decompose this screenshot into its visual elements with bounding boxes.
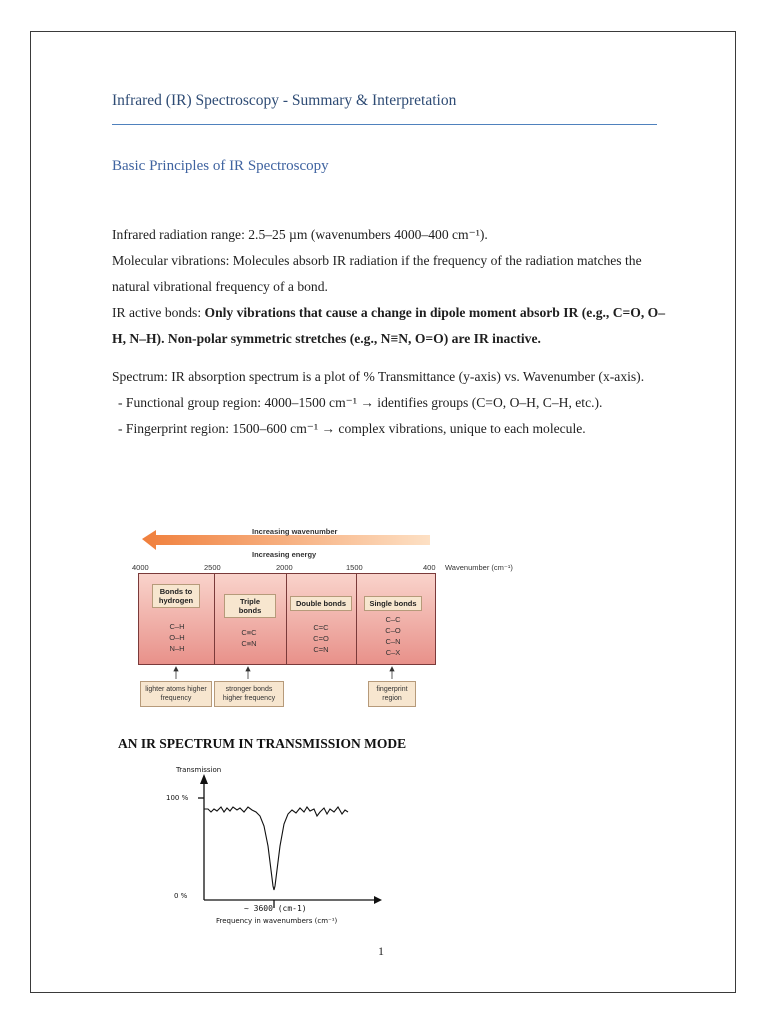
title-divider	[112, 124, 657, 125]
x-axis-arrow-icon	[374, 896, 382, 904]
region-title-hydrogen: Bonds to hydrogen	[152, 584, 200, 608]
y-axis-arrow-icon	[200, 774, 208, 784]
axis-unit-label: Wavenumber (cm⁻¹)	[445, 563, 513, 572]
spectrum-trace	[204, 807, 348, 890]
tick-400: 400	[423, 563, 436, 572]
section-heading: Basic Principles of IR Spectroscopy	[112, 158, 329, 174]
bond-label: O–H	[169, 633, 185, 642]
tick-1500: 1500	[346, 563, 363, 572]
y-tick-0: 0 %	[174, 892, 188, 900]
ir-spectrum-figure	[160, 762, 400, 932]
active-bold-text: Only vibrations that cause a change in dipole moment absorb IR (e.g., C=O, O–H, N–H). Non-polar symmetric stretches (e.g., N≡N, O=O) are IR inactive.	[112, 305, 666, 346]
arrow-label-wavenumber: Increasing wavenumber	[252, 527, 338, 536]
bond-label: C=O	[313, 634, 329, 643]
bonds-triple	[232, 627, 266, 649]
x-axis-label: Frequency in wavenumbers (cm⁻¹)	[216, 917, 338, 925]
bond-label: C–H	[169, 622, 185, 631]
peak-label: ~ 3600 (cm-1)	[244, 904, 307, 913]
note-stronger-bonds: stronger bonds higher frequency	[214, 681, 284, 707]
y-axis-label: Transmission	[176, 766, 222, 774]
bullet-fingerprint: - Fingerprint region: 1500–600 cm⁻¹ → complex vibrations, unique to each molecule.	[118, 421, 586, 436]
region-title-triple: Triple bonds	[224, 594, 276, 618]
paragraph-range: Infrared radiation range: 2.5–25 µm (wavenumbers 4000–400 cm⁻¹).	[112, 227, 488, 242]
paragraph-vibrations: Molecular vibrations: Molecules absorb IR radiation if the frequency of the radiation matches the natural vibrational frequency of a bond.	[112, 253, 642, 294]
bond-label: C≡C	[241, 628, 257, 637]
arrow-label-energy: Increasing energy	[252, 550, 317, 559]
tick-2000: 2000	[276, 563, 293, 572]
document-title: Infrared (IR) Spectroscopy - Summary & Interpretation	[112, 92, 457, 109]
bond-label: N–H	[169, 644, 185, 653]
bond-label: C–C	[385, 615, 401, 624]
ir-regions-figure	[130, 522, 530, 712]
active-label: IR active bonds:	[112, 305, 205, 320]
spectrum-heading: AN IR SPECTRUM IN TRANSMISSION MODE	[118, 736, 407, 751]
note-fingerprint: fingerprint region	[368, 681, 416, 707]
bonds-single	[376, 614, 410, 658]
region-title-single: Single bonds	[364, 596, 422, 611]
bond-label: C–O	[385, 626, 401, 635]
page-number: 1	[378, 944, 384, 958]
bond-label: C–N	[385, 637, 401, 646]
bond-label: C≡N	[241, 639, 257, 648]
bond-label: C=C	[313, 623, 329, 632]
bond-label: C–X	[385, 648, 401, 657]
bonds-hydrogen	[160, 621, 194, 654]
region-title-double: Double bonds	[290, 596, 352, 611]
note-lighter-atoms: lighter atoms higher frequency	[140, 681, 212, 707]
body-text	[112, 222, 672, 442]
tick-2500: 2500	[204, 563, 221, 572]
tick-4000: 4000	[132, 563, 149, 572]
y-tick-100: 100 %	[166, 794, 189, 802]
paragraph-spectrum: Spectrum: IR absorption spectrum is a plot of % Transmittance (y-axis) vs. Wavenumber (x-axis).	[112, 369, 645, 384]
bullet-functional-group: - Functional group region: 4000–1500 cm⁻¹ → identifies groups (C=O, O–H, C–H, etc.).	[118, 395, 603, 410]
bond-label: C=N	[313, 645, 329, 654]
bonds-double	[304, 622, 338, 655]
paragraph-active	[112, 300, 672, 352]
